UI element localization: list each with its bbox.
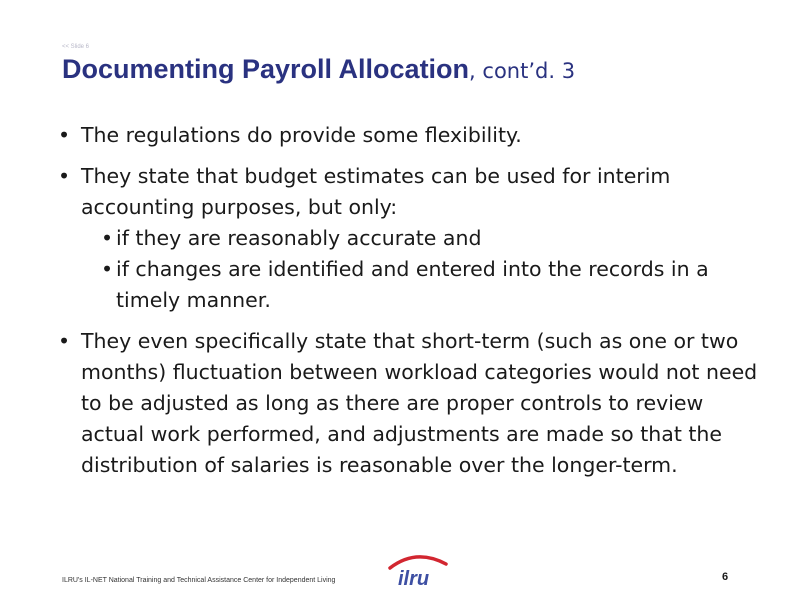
- sub-bullet-accurate: • if they are reasonably accurate and: [58, 223, 758, 254]
- page-title: [62, 54, 575, 85]
- bullet-budget-estimates: • They state that budget estimates can be used for interim accounting purposes, but only:: [58, 161, 758, 223]
- ilru-logo-icon: [382, 552, 452, 592]
- logo-text: ilru: [398, 568, 430, 590]
- slide-tag: << Slide 6: [62, 44, 90, 50]
- title-continuation: , cont’d. 3: [469, 59, 576, 83]
- page-number: 6: [722, 571, 729, 583]
- bullet-short-term: • They even specifically state that short-term (such as one or two months) fluctuation between workload categories would not need to be adjusted as long as there are proper controls to review actual work performed, and adjustments are made so that the distribution of salaries is reasonable over the longer-term.: [58, 326, 758, 481]
- slide-body: [58, 120, 758, 481]
- sub-bullet-timely: • if changes are identified and entered into the records in a timely manner.: [58, 254, 758, 316]
- bullet-flexibility: • The regulations do provide some flexibility.: [58, 120, 758, 151]
- bullet-budget-estimates-group: [58, 161, 758, 316]
- footer-org: ILRU's IL-NET National Training and Technical Assistance Center for Independent Living: [62, 577, 336, 584]
- title-main: Documenting Payroll Allocation: [62, 54, 470, 84]
